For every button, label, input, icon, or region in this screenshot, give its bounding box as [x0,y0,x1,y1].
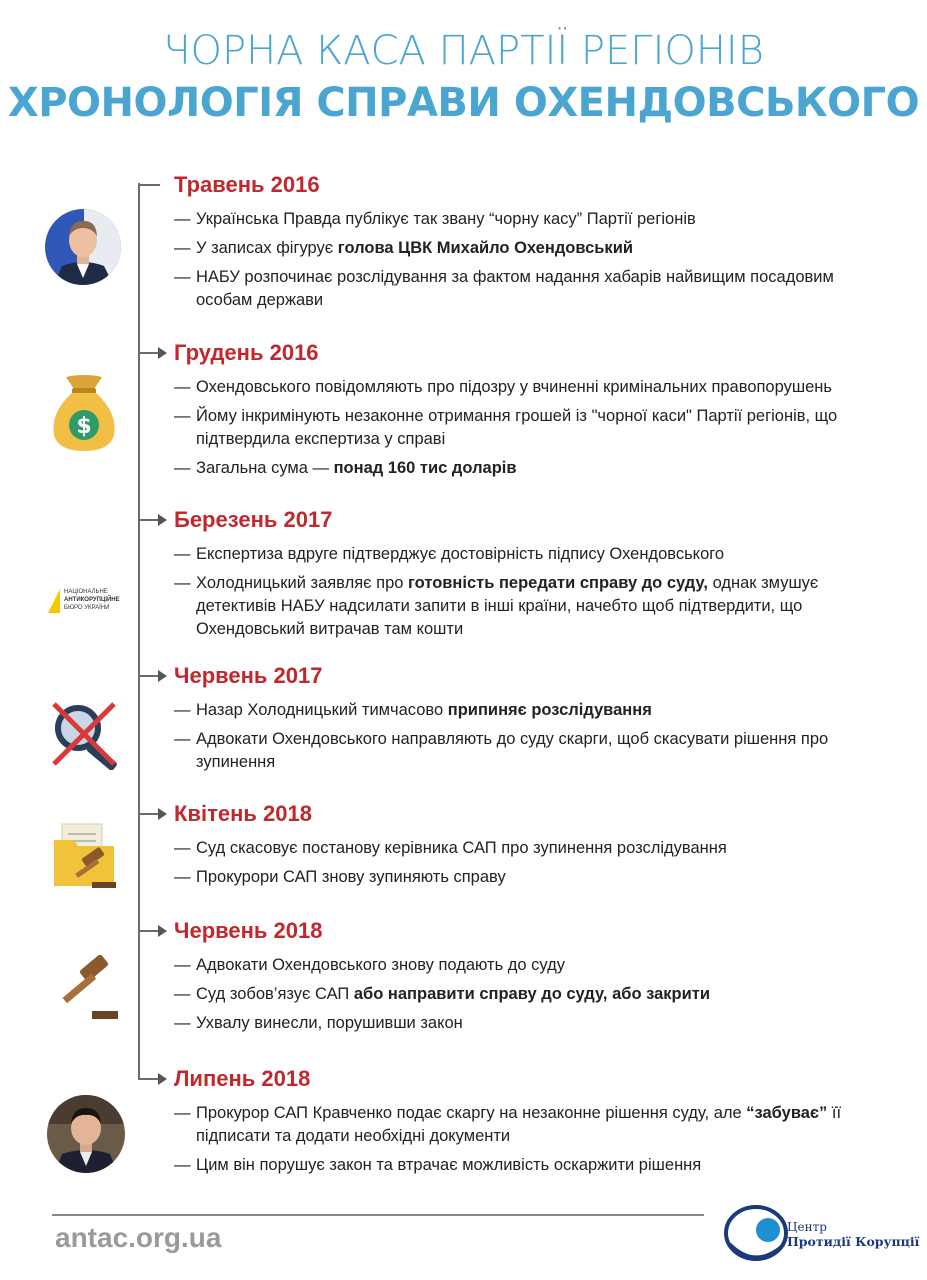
item-text [196,699,894,722]
timeline-list-item [174,237,894,260]
text-fragment: Експертиза вдруге підтверджує достовірність підпису Охендовського [196,545,725,563]
timeline-branch [138,352,160,354]
item-text [196,457,894,480]
text-fragment: Загальна сума — [196,459,334,477]
gavel-icon [54,955,120,1021]
emphasized-text: “забуває” [746,1104,828,1122]
timeline-section [174,340,894,480]
timeline-arrow-icon [158,808,167,820]
portrait-kravchenko-icon [46,1094,126,1174]
text-fragment: її підписати та додати необхідні документи [196,1104,842,1145]
text-fragment: Холодницький заявляє про [196,574,409,592]
bullet-dash: — [174,268,191,286]
timeline-list-item [174,543,894,566]
text-fragment: Цим він порушує закон та втрачає можливість оскаржити рішення [196,1156,702,1174]
item-text [196,866,894,889]
timeline-branch [138,813,160,815]
bullet-dash: — [174,574,191,592]
timeline-list-item [174,405,894,451]
bullet-dash: — [174,839,191,857]
section-date-heading: Травень 2016 [174,172,320,197]
item-text [196,1154,894,1177]
timeline-list-item [174,572,894,641]
emphasized-text: готовність передати справу до суду, [408,574,708,592]
text-fragment: Адвокати Охендовського направляють до суду скарги, щоб скасувати рішення про зупинення [196,730,829,771]
timeline-list-item [174,699,894,722]
nabu-logo-icon [46,585,132,617]
bullet-dash: — [174,956,191,974]
timeline-arrow-icon [158,1073,167,1085]
text-fragment: однак змушує детективів НАБУ надсилати запити в інші країни, начебто щоб підтвердити, що Охендовський витрачав там кошти [196,574,819,638]
timeline-list-item [174,376,894,399]
logo-text-line2: Протидії Корупції [787,1234,920,1249]
text-fragment: Суд скасовує постанову керівника САП про зупинення розслідування [196,839,727,857]
bullet-dash: — [174,701,191,719]
section-date-heading: Березень 2017 [174,507,333,532]
timeline-branch [138,184,160,186]
timeline-branch [138,675,160,677]
section-date-heading: Червень 2017 [174,663,323,688]
timeline-section [174,801,894,889]
crossed-magnifier-icon [48,698,128,770]
timeline-list-item [174,983,894,1006]
timeline-section [174,172,894,312]
text-fragment: Назар Холодницький тимчасово [196,701,448,719]
bullet-dash: — [174,730,191,748]
text-fragment: Ухвалу винесли, порушивши закон [196,1014,463,1032]
item-text [196,208,894,231]
item-text [196,266,894,312]
bullet-dash: — [174,239,191,257]
emphasized-text: понад 160 тис доларів [333,459,517,477]
timeline-arrow-icon [158,347,167,359]
bullet-dash: — [174,1014,191,1032]
text-fragment: Українська Правда публікує так звану “чорну касу” Партії регіонів [196,210,696,228]
section-date-heading: Грудень 2016 [174,340,319,365]
item-text [196,728,894,774]
timeline-section [174,1066,894,1177]
section-date-heading: Червень 2018 [174,918,323,943]
footer-divider [52,1214,704,1216]
text-fragment: У записах фігурує [196,239,338,257]
timeline-list-item [174,208,894,231]
text-fragment: Суд зобов’язує САП [196,985,354,1003]
bullet-dash: — [174,459,191,477]
timeline-axis [138,183,140,1079]
text-fragment: Прокурор САП Кравченко подає скаргу на незаконне рішення суду, але [196,1104,747,1122]
text-fragment: Прокурори САП знову зупиняють справу [196,868,506,886]
bullet-dash: — [174,378,191,396]
timeline-list-item [174,1154,894,1177]
emphasized-text: голова ЦВК Михайло Охендовський [337,239,633,257]
timeline-list-item [174,866,894,889]
item-text [196,983,894,1006]
nabu-logo-line1: НАЦІОНАЛЬНЕ [64,589,108,595]
money-bag-icon [48,373,120,453]
item-text [196,237,894,260]
timeline-branch [138,930,160,932]
bullet-dash: — [174,545,191,563]
nabu-logo-line3: БЮРО УКРАЇНИ [64,605,110,611]
folder-gavel-icon [52,822,118,890]
timeline-section [174,507,894,641]
nabu-logo-line2: АНТИКОРУПЦІЙНЕ [64,597,120,603]
timeline-list-item [174,728,894,774]
bullet-dash: — [174,985,191,1003]
section-date-heading: Липень 2018 [174,1066,311,1091]
text-fragment: НАБУ розпочинає розслідування за фактом надання хабарів найвищим посадовим особам держави [196,268,834,309]
text-fragment: Охендовського повідомляють про підозру у вчиненні кримінальних правопорушень [196,378,832,396]
timeline-list-item [174,1012,894,1035]
item-text [196,837,894,860]
item-text [196,376,894,399]
timeline-arrow-icon [158,514,167,526]
timeline-section [174,663,894,774]
timeline-list-item [174,837,894,860]
footer-url[interactable]: antac.org.ua [55,1222,222,1253]
bullet-dash: — [174,1104,191,1122]
item-text [196,954,894,977]
emphasized-text: припиняє розслідування [447,701,652,719]
portrait-okhendovsky-icon [44,208,122,286]
text-fragment: Йому інкримінують незаконне отримання грошей із "чорної каси" Партії регіонів, що підтвердила експертиза у справі [196,407,838,448]
item-text [196,543,894,566]
text-fragment: Адвокати Охендовського знову подають до суду [196,956,565,974]
item-text [196,1012,894,1035]
timeline-arrow-icon [158,925,167,937]
item-text [196,405,894,451]
timeline-list-item [174,266,894,312]
timeline-list-item [174,954,894,977]
timeline-list-item [174,457,894,480]
title-line-1: ЧОРНА КАСА ПАРТІЇ РЕГІОНІВ [163,28,764,74]
emphasized-text: або направити справу до суду, або закрити [353,985,710,1003]
timeline-branch [138,1078,160,1080]
item-text [196,1102,894,1148]
bullet-dash: — [174,407,191,425]
bullet-dash: — [174,210,191,228]
section-date-heading: Квітень 2018 [174,801,312,826]
title-line-2: ХРОНОЛОГІЯ СПРАВИ ОХЕНДОВСЬКОГО [7,80,920,126]
svg-text:$: $ [76,414,92,439]
timeline-arrow-icon [158,670,167,682]
timeline-list-item [174,1102,894,1148]
bullet-dash: — [174,868,191,886]
bullet-dash: — [174,1156,191,1174]
item-text [196,572,894,641]
timeline-section [174,918,894,1035]
logo-text-line1: Центр [787,1220,827,1234]
timeline-branch [138,519,160,521]
